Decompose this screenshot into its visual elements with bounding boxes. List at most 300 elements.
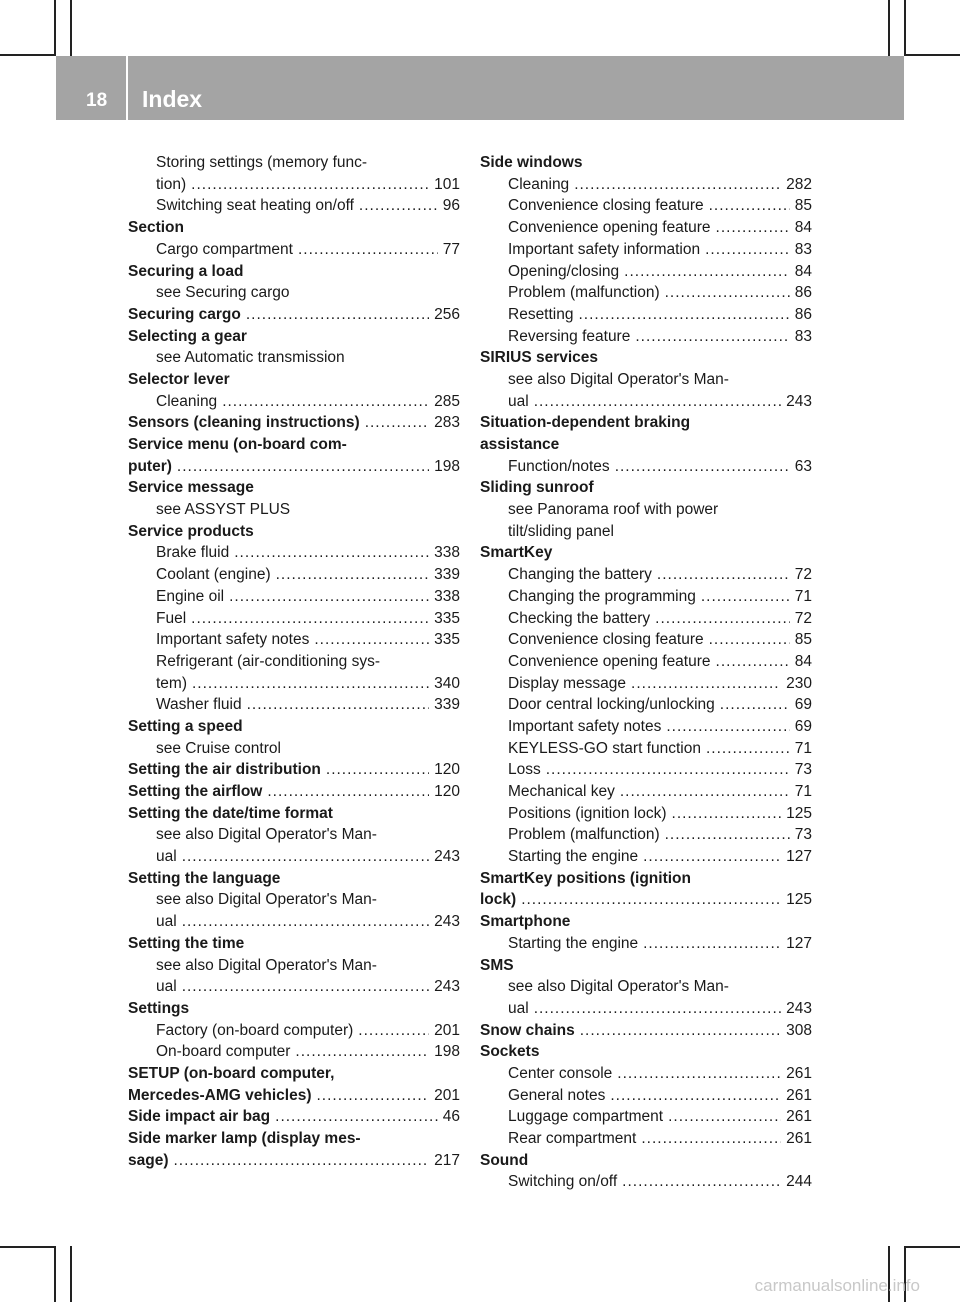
entry-text: Selecting a gear bbox=[128, 327, 247, 345]
page-reference: 243 bbox=[786, 999, 812, 1017]
index-subentry bbox=[128, 694, 460, 716]
index-subentry bbox=[128, 564, 460, 586]
entry-text: Mercedes-AMG vehicles) bbox=[128, 1086, 312, 1104]
crop-mark bbox=[70, 1246, 72, 1302]
entry-text: Loss bbox=[508, 761, 541, 779]
entry-text: Door central locking/unlocking bbox=[508, 696, 715, 714]
dot-leader bbox=[578, 307, 789, 323]
dot-leader bbox=[631, 676, 781, 692]
index-entry bbox=[480, 1150, 812, 1172]
page-reference: 339 bbox=[434, 696, 460, 714]
index-entry bbox=[480, 911, 812, 933]
entry-text: Setting the air distribution bbox=[128, 761, 321, 779]
page-reference: 256 bbox=[434, 305, 460, 323]
index-subentry bbox=[128, 911, 460, 933]
entry-text: Center console bbox=[508, 1064, 613, 1082]
entry-text: Resetting bbox=[508, 305, 574, 323]
dot-leader bbox=[716, 654, 790, 670]
page-reference: 261 bbox=[786, 1064, 812, 1082]
index-subentry bbox=[480, 1063, 812, 1085]
index-entry bbox=[128, 759, 460, 781]
page-reference: 46 bbox=[442, 1108, 460, 1126]
entry-text: tem) bbox=[156, 674, 187, 692]
page-reference: 335 bbox=[434, 631, 460, 649]
dot-leader bbox=[620, 784, 790, 800]
entry-text: see Securing cargo bbox=[156, 284, 290, 302]
dot-leader bbox=[701, 589, 790, 605]
index-subentry bbox=[480, 1106, 812, 1128]
dot-leader bbox=[365, 415, 429, 431]
dot-leader bbox=[222, 394, 429, 410]
entry-text: ual bbox=[156, 978, 177, 996]
entry-text: Refrigerant (air-conditioning sys- bbox=[156, 652, 380, 670]
entry-text: Problem (malfunction) bbox=[508, 826, 660, 844]
index-entry bbox=[480, 152, 812, 174]
entry-text: see Cruise control bbox=[156, 739, 281, 757]
entry-text: Convenience opening feature bbox=[508, 219, 711, 237]
dot-leader bbox=[358, 1023, 429, 1039]
page-reference: 261 bbox=[786, 1108, 812, 1126]
index-subentry bbox=[128, 282, 460, 304]
entry-text: puter) bbox=[128, 457, 172, 475]
entry-text: Convenience closing feature bbox=[508, 631, 704, 649]
dot-leader bbox=[705, 242, 790, 258]
entry-text: Side windows bbox=[480, 154, 583, 172]
page-reference: 85 bbox=[794, 631, 812, 649]
entry-text: Switching on/off bbox=[508, 1173, 618, 1191]
entry-text: Important safety notes bbox=[508, 717, 662, 735]
index-entry bbox=[128, 998, 460, 1020]
page-reference: 230 bbox=[786, 674, 812, 692]
entry-text: Service menu (on-board com- bbox=[128, 436, 347, 454]
index-subentry bbox=[480, 759, 812, 781]
index-entry bbox=[480, 434, 812, 456]
entry-text: Problem (malfunction) bbox=[508, 284, 660, 302]
entry-text: Cargo compartment bbox=[156, 240, 293, 258]
index-entry bbox=[128, 369, 460, 391]
page-reference: 71 bbox=[794, 587, 812, 605]
dot-leader bbox=[635, 329, 789, 345]
index-subentry bbox=[128, 152, 460, 174]
entry-text: Sliding sunroof bbox=[480, 479, 594, 497]
index-entry bbox=[480, 477, 812, 499]
index-entry bbox=[128, 477, 460, 499]
crop-mark bbox=[0, 1246, 56, 1248]
dot-leader bbox=[298, 242, 438, 258]
page-reference: 243 bbox=[434, 848, 460, 866]
entry-text: ual bbox=[156, 848, 177, 866]
dot-leader bbox=[643, 849, 781, 865]
entry-text: Engine oil bbox=[156, 587, 225, 605]
dot-leader bbox=[182, 979, 429, 995]
dot-leader bbox=[326, 762, 429, 778]
entry-text: Cleaning bbox=[156, 392, 218, 410]
page-reference: 338 bbox=[434, 544, 460, 562]
index-entry bbox=[128, 781, 460, 803]
crop-mark bbox=[54, 1246, 56, 1302]
entry-text: Sound bbox=[480, 1151, 529, 1169]
index-subentry bbox=[480, 716, 812, 738]
page-header bbox=[56, 56, 904, 120]
entry-text: Fuel bbox=[156, 609, 187, 627]
entry-text: Coolant (engine) bbox=[156, 566, 271, 584]
page-reference: 261 bbox=[786, 1086, 812, 1104]
index-subentry bbox=[128, 1020, 460, 1042]
index-entry bbox=[128, 326, 460, 348]
page-reference: 83 bbox=[794, 327, 812, 345]
index-subentry bbox=[128, 586, 460, 608]
dot-leader bbox=[295, 1044, 429, 1060]
index-subentry bbox=[480, 564, 812, 586]
page-reference: 201 bbox=[434, 1021, 460, 1039]
dot-leader bbox=[720, 697, 790, 713]
index-entry bbox=[128, 217, 460, 239]
page-reference: 69 bbox=[794, 696, 812, 714]
page-reference: 69 bbox=[794, 717, 812, 735]
entry-text: Function/notes bbox=[508, 457, 610, 475]
index-entry bbox=[128, 521, 460, 543]
entry-text: see also Digital Operator's Man- bbox=[156, 826, 377, 844]
entry-text: Changing the battery bbox=[508, 566, 652, 584]
index-subentry bbox=[480, 586, 812, 608]
page-reference: 335 bbox=[434, 609, 460, 627]
index-subentry bbox=[480, 976, 812, 998]
dot-leader bbox=[643, 936, 781, 952]
index-entry bbox=[128, 412, 460, 434]
entry-text: SIRIUS services bbox=[480, 349, 599, 367]
page-reference: 243 bbox=[434, 913, 460, 931]
index-subentry bbox=[480, 781, 812, 803]
index-subentry bbox=[480, 1128, 812, 1150]
dot-leader bbox=[247, 697, 430, 713]
index-subentry bbox=[128, 824, 460, 846]
page-reference: 338 bbox=[434, 587, 460, 605]
index-entry bbox=[128, 803, 460, 825]
index-entry bbox=[128, 933, 460, 955]
dot-leader bbox=[246, 307, 429, 323]
dot-leader bbox=[580, 1023, 781, 1039]
entry-text: Sockets bbox=[480, 1043, 540, 1061]
entry-text: Storing settings (memory func- bbox=[156, 154, 368, 172]
index-entry bbox=[128, 1085, 460, 1107]
crop-mark bbox=[904, 1246, 960, 1248]
entry-text: Setting the language bbox=[128, 869, 281, 887]
page-reference: 125 bbox=[786, 804, 812, 822]
page-reference: 86 bbox=[794, 284, 812, 302]
index-entry bbox=[128, 716, 460, 738]
crop-mark bbox=[70, 0, 72, 56]
index-subentry bbox=[128, 846, 460, 868]
dot-leader bbox=[521, 892, 781, 908]
entry-text: Setting the date/time format bbox=[128, 804, 333, 822]
page-reference: 73 bbox=[794, 761, 812, 779]
index-subentry bbox=[128, 195, 460, 217]
index-subentry bbox=[128, 673, 460, 695]
index-subentry bbox=[480, 607, 812, 629]
dot-leader bbox=[234, 545, 429, 561]
entry-text: see Automatic transmission bbox=[156, 349, 345, 367]
index-subentry bbox=[480, 217, 812, 239]
entry-text: Service message bbox=[128, 479, 254, 497]
index-subentry bbox=[480, 521, 812, 543]
page-reference: 120 bbox=[434, 761, 460, 779]
page-reference: 198 bbox=[434, 457, 460, 475]
dot-leader bbox=[665, 827, 790, 843]
index-entry bbox=[480, 347, 812, 369]
index-subentry bbox=[480, 195, 812, 217]
index-subentry bbox=[128, 174, 460, 196]
entry-text: ual bbox=[156, 913, 177, 931]
page-reference: 85 bbox=[794, 197, 812, 215]
dot-leader bbox=[610, 1088, 781, 1104]
entry-text: Side impact air bag bbox=[128, 1108, 271, 1126]
dot-leader bbox=[276, 567, 430, 583]
header-divider bbox=[126, 56, 128, 120]
entry-text: Service products bbox=[128, 522, 254, 540]
index-entry bbox=[480, 889, 812, 911]
page-reference: 72 bbox=[794, 566, 812, 584]
index-entry bbox=[480, 1041, 812, 1063]
dot-leader bbox=[657, 567, 790, 583]
index-entry bbox=[128, 434, 460, 456]
dot-leader bbox=[229, 589, 429, 605]
page-reference: 84 bbox=[794, 652, 812, 670]
entry-text: see also Digital Operator's Man- bbox=[508, 370, 729, 388]
entry-text: Setting a speed bbox=[128, 717, 243, 735]
entry-text: sage) bbox=[128, 1151, 169, 1169]
watermark: carmanualsonline.info bbox=[754, 1276, 920, 1295]
index-subentry bbox=[480, 933, 812, 955]
index-subentry bbox=[480, 304, 812, 326]
page-reference: 285 bbox=[434, 392, 460, 410]
page-reference: 244 bbox=[786, 1173, 812, 1191]
index-entry bbox=[128, 304, 460, 326]
index-entry bbox=[128, 1063, 460, 1085]
page-reference: 120 bbox=[434, 783, 460, 801]
index-subentry bbox=[480, 282, 812, 304]
dot-leader bbox=[574, 177, 781, 193]
dot-leader bbox=[617, 1066, 781, 1082]
index-entry bbox=[128, 1150, 460, 1172]
dot-leader bbox=[655, 611, 790, 627]
entry-text: ual bbox=[508, 392, 529, 410]
entry-text: Setting the time bbox=[128, 934, 245, 952]
dot-leader bbox=[622, 1174, 781, 1190]
dot-leader bbox=[709, 198, 790, 214]
dot-leader bbox=[666, 719, 789, 735]
index-subentry bbox=[128, 954, 460, 976]
page-reference: 201 bbox=[434, 1086, 460, 1104]
entry-text: SmartKey bbox=[480, 544, 553, 562]
page-reference: 72 bbox=[794, 609, 812, 627]
entry-text: Settings bbox=[128, 999, 190, 1017]
entry-text: see also Digital Operator's Man- bbox=[156, 956, 377, 974]
index-subentry bbox=[128, 499, 460, 521]
page-reference: 83 bbox=[794, 240, 812, 258]
entry-text: Convenience closing feature bbox=[508, 197, 704, 215]
index-subentry bbox=[480, 824, 812, 846]
index-subentry bbox=[480, 846, 812, 868]
entry-text: SETUP (on-board computer, bbox=[128, 1064, 335, 1082]
entry-text: assistance bbox=[480, 436, 560, 454]
index-subentry bbox=[480, 651, 812, 673]
index-column-right bbox=[480, 152, 812, 1193]
entry-text: Securing cargo bbox=[128, 305, 241, 323]
dot-leader bbox=[191, 177, 429, 193]
index-entry bbox=[128, 868, 460, 890]
entry-text: Situation-dependent braking bbox=[480, 414, 691, 432]
dot-leader bbox=[177, 459, 429, 475]
page-reference: 71 bbox=[794, 783, 812, 801]
crop-mark bbox=[888, 0, 890, 56]
page-reference: 96 bbox=[442, 197, 460, 215]
page-reference: 340 bbox=[434, 674, 460, 692]
entry-text: see Panorama roof with power bbox=[508, 501, 719, 519]
page-reference: 243 bbox=[434, 978, 460, 996]
index-subentry bbox=[480, 998, 812, 1020]
page-reference: 86 bbox=[794, 305, 812, 323]
dot-leader bbox=[192, 676, 429, 692]
entry-text: see also Digital Operator's Man- bbox=[508, 978, 729, 996]
entry-text: Display message bbox=[508, 674, 627, 692]
index-entry bbox=[480, 412, 812, 434]
index-entry bbox=[480, 1020, 812, 1042]
index-entry bbox=[480, 868, 812, 890]
dot-leader bbox=[174, 1153, 430, 1169]
index-entry bbox=[128, 1106, 460, 1128]
index-subentry bbox=[128, 391, 460, 413]
page-title: Index bbox=[142, 86, 203, 112]
entry-text: Important safety information bbox=[508, 240, 701, 258]
index-subentry bbox=[480, 391, 812, 413]
entry-text: Snow chains bbox=[480, 1021, 575, 1039]
dot-leader bbox=[534, 1001, 781, 1017]
entry-text: Positions (ignition lock) bbox=[508, 804, 667, 822]
index-subentry bbox=[480, 803, 812, 825]
index-subentry bbox=[480, 456, 812, 478]
index-subentry bbox=[128, 976, 460, 998]
crop-mark bbox=[54, 0, 56, 56]
index-subentry bbox=[480, 369, 812, 391]
index-subentry bbox=[128, 239, 460, 261]
page-reference: 73 bbox=[794, 826, 812, 844]
dot-leader bbox=[275, 1109, 438, 1125]
page-reference: 282 bbox=[786, 175, 812, 193]
index-subentry bbox=[480, 738, 812, 760]
index-subentry bbox=[480, 673, 812, 695]
index-subentry bbox=[128, 347, 460, 369]
entry-text: Washer fluid bbox=[156, 696, 242, 714]
entry-text: SMS bbox=[480, 956, 514, 974]
entry-text: Selector lever bbox=[128, 370, 230, 388]
dot-leader bbox=[672, 806, 782, 822]
dot-leader bbox=[317, 1088, 430, 1104]
entry-text: Section bbox=[128, 219, 184, 237]
index-entry bbox=[480, 954, 812, 976]
index-subentry bbox=[480, 239, 812, 261]
entry-text: Factory (on-board computer) bbox=[156, 1021, 354, 1039]
page-reference: 261 bbox=[786, 1130, 812, 1148]
index-subentry bbox=[480, 499, 812, 521]
index-subentry bbox=[480, 1085, 812, 1107]
crop-mark bbox=[904, 0, 906, 56]
index-column-left bbox=[128, 152, 460, 1171]
entry-text: Side marker lamp (display mes- bbox=[128, 1130, 361, 1148]
index-subentry bbox=[128, 889, 460, 911]
page-reference: 125 bbox=[786, 891, 812, 909]
page-reference: 308 bbox=[786, 1021, 812, 1039]
page-reference: 71 bbox=[794, 739, 812, 757]
page-reference: 101 bbox=[434, 175, 460, 193]
dot-leader bbox=[314, 632, 429, 648]
entry-text: ual bbox=[508, 999, 529, 1017]
index-subentry bbox=[480, 629, 812, 651]
entry-text: Opening/closing bbox=[508, 262, 620, 280]
page-reference: 127 bbox=[786, 934, 812, 952]
crop-mark bbox=[0, 54, 56, 56]
entry-text: KEYLESS-GO start function bbox=[508, 739, 701, 757]
dot-leader bbox=[624, 264, 790, 280]
page-reference: 339 bbox=[434, 566, 460, 584]
index-subentry bbox=[128, 542, 460, 564]
entry-text: Rear compartment bbox=[508, 1130, 637, 1148]
page-reference: 77 bbox=[442, 240, 460, 258]
entry-text: see also Digital Operator's Man- bbox=[156, 891, 377, 909]
page-reference: 198 bbox=[434, 1043, 460, 1061]
entry-text: see ASSYST PLUS bbox=[156, 501, 291, 519]
dot-leader bbox=[615, 459, 790, 475]
dot-leader bbox=[546, 762, 790, 778]
entry-text: General notes bbox=[508, 1086, 606, 1104]
page-reference: 84 bbox=[794, 262, 812, 280]
entry-text: Securing a load bbox=[128, 262, 244, 280]
entry-text: Cleaning bbox=[508, 175, 570, 193]
entry-text: Mechanical key bbox=[508, 783, 615, 801]
index-subentry bbox=[480, 174, 812, 196]
index-subentry bbox=[128, 738, 460, 760]
index-subentry bbox=[128, 651, 460, 673]
entry-text: Starting the engine bbox=[508, 848, 639, 866]
index-subentry bbox=[128, 1041, 460, 1063]
entry-text: SmartKey positions (ignition bbox=[480, 869, 691, 887]
page-reference: 217 bbox=[434, 1151, 460, 1169]
entry-text: Important safety notes bbox=[156, 631, 310, 649]
entry-text: Setting the airflow bbox=[128, 783, 263, 801]
index-subentry bbox=[128, 607, 460, 629]
page-reference: 84 bbox=[794, 219, 812, 237]
dot-leader bbox=[706, 741, 790, 757]
page-reference: 127 bbox=[786, 848, 812, 866]
dot-leader bbox=[534, 394, 781, 410]
index-entry bbox=[128, 1128, 460, 1150]
entry-text: Reversing feature bbox=[508, 327, 631, 345]
dot-leader bbox=[716, 220, 790, 236]
entry-text: On-board computer bbox=[156, 1043, 291, 1061]
dot-leader bbox=[182, 914, 429, 930]
dot-leader bbox=[709, 632, 790, 648]
entry-text: Checking the battery bbox=[508, 609, 651, 627]
entry-text: Changing the programming bbox=[508, 587, 696, 605]
index-subentry bbox=[128, 629, 460, 651]
dot-leader bbox=[182, 849, 429, 865]
index-subentry bbox=[480, 326, 812, 348]
index-subentry bbox=[480, 694, 812, 716]
index-subentry bbox=[480, 1171, 812, 1193]
index-entry bbox=[128, 456, 460, 478]
entry-text: Sensors (cleaning instructions) bbox=[128, 414, 360, 432]
index-subentry bbox=[480, 260, 812, 282]
entry-text: Brake fluid bbox=[156, 544, 230, 562]
